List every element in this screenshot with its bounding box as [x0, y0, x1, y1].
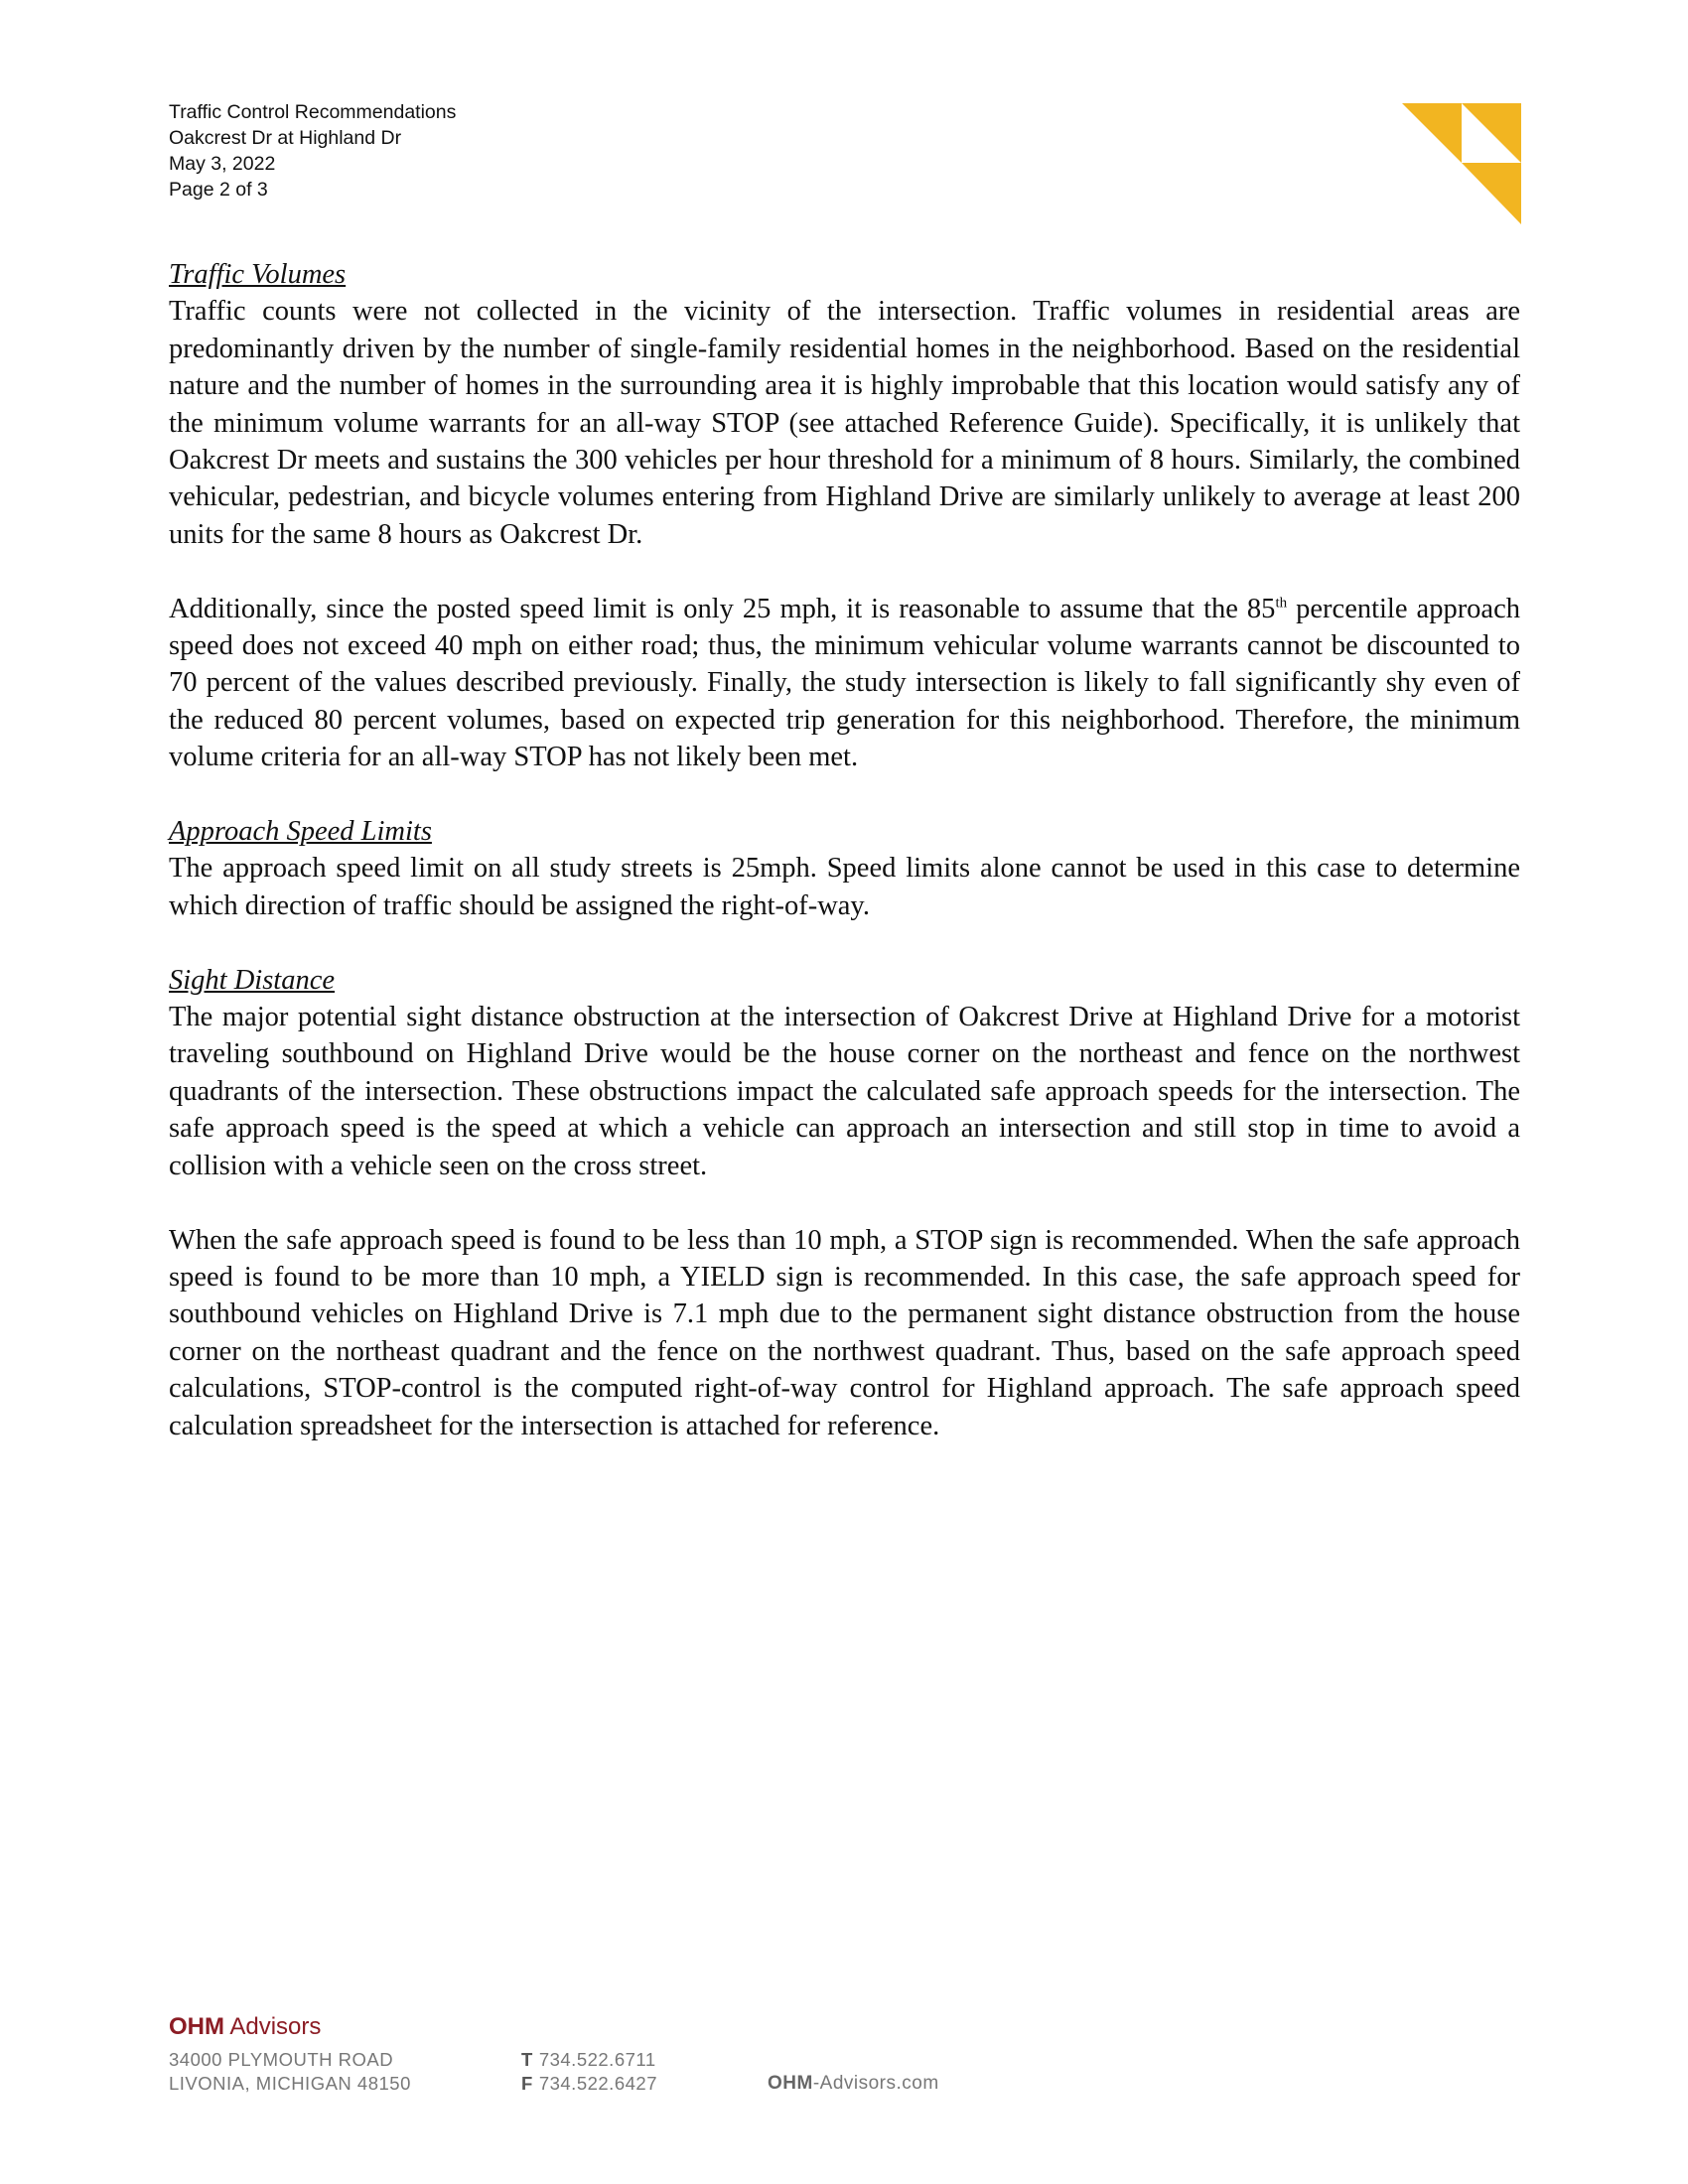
company-address — [169, 2048, 411, 2096]
phone-line — [521, 2048, 657, 2072]
header-location: Oakcrest Dr at Highland Dr — [169, 127, 402, 149]
company-contact — [521, 2048, 657, 2096]
fax-label: F — [521, 2073, 533, 2094]
section-heading: Traffic Volumes — [169, 259, 347, 290]
paragraph: Traffic counts were not collected in the vicinity of the intersection. Traffic volumes in residential areas are predominantly driven by the number of single-family residential homes in the neighborhood. Based on the residential nature and the number of homes in the surrounding area it is highly improbable that this location would satisfy any of the minimum volume warrants for an all-way STOP (see attached Reference Guide). Specifically, it is unlikely that Oakcrest Dr meets and sustains the 300 vehicles per hour threshold for a minimum of 8 hours. Similarly, the combined vehicular, pedestrian, and bicycle volumes entering from Highland Drive are similarly unlikely to average at least 200 units for the same 8 hours as Oakcrest Dr. — [169, 296, 1520, 550]
website-strong: OHM — [768, 2073, 813, 2094]
fax-line — [521, 2072, 657, 2096]
header-date: May 3, 2022 — [169, 153, 276, 175]
paragraph — [169, 591, 1520, 776]
address-line: 34000 PLYMOUTH ROAD — [169, 2049, 394, 2070]
header-title: Traffic Control Recommendations — [169, 101, 457, 123]
section-approach-speed-limits — [169, 813, 1520, 924]
ohm-triangles-logo-icon — [1402, 103, 1521, 224]
section-heading: Approach Speed Limits — [169, 816, 432, 848]
website-rest: -Advisors.com — [812, 2073, 939, 2094]
section-traffic-volumes — [169, 256, 1520, 776]
section-heading: Sight Distance — [169, 964, 336, 996]
paragraph: When the safe approach speed is found to be less than 10 mph, a STOP sign is recommended. When the safe approach speed is found to be more than 10 mph, a YIELD sign is recommended. In this case, the safe approach speed for southbound vehicles on Highland Drive is 7.1 mph due to the permanent sight distance obstruction from the house corner on the northeast quadrant and the fence on the northwest quadrant. Thus, based on the safe approach speed calculations, STOP-control is the computed right-of-way control for Highland approach. The safe approach speed calculation spreadsheet for the intersection is attached for reference. — [169, 1224, 1520, 1441]
phone-number: 734.522.6711 — [538, 2049, 656, 2070]
page-footer — [169, 2013, 939, 2094]
document-body — [169, 256, 1520, 1444]
page-header — [169, 99, 456, 203]
header-page-number: Page 2 of 3 — [169, 179, 268, 201]
paragraph-text: Additionally, since the posted speed limit is only 25 mph, it is reasonable to assume that the 85 — [169, 593, 1276, 624]
paragraph-text: percentile approach speed does not exceed 40 mph on either road; thus, the minimum vehicular volume warrants cannot be discounted to 70 percent of the values described previously. Finally, the study intersection is likely to fall significantly shy even of the reduced 80 percent volumes, based on expected trip generation for this neighborhood. Therefore, the minimum volume criteria for an all-way STOP has not likely been met. — [169, 593, 1520, 773]
brand-strong: OHM — [169, 2013, 224, 2040]
company-name — [169, 2013, 321, 2041]
superscript: th — [1275, 595, 1288, 612]
fax-number: 734.522.6427 — [538, 2073, 657, 2094]
website-link[interactable] — [768, 2072, 939, 2096]
paragraph: The approach speed limit on all study streets is 25mph. Speed limits alone cannot be used in this case to determine which direction of traffic should be assigned the right-of-way. — [169, 853, 1520, 921]
phone-label: T — [521, 2049, 533, 2070]
brand-light: Advisors — [224, 2013, 322, 2040]
address-line: LIVONIA, MICHIGAN 48150 — [169, 2073, 411, 2094]
section-sight-distance — [169, 962, 1520, 1444]
paragraph: The major potential sight distance obstruction at the intersection of Oakcrest Drive at Highland Drive for a motorist traveling southbound on Highland Drive would be the house corner on the northeast and fence on the northwest quadrants of the intersection. These obstructions impact the calculated safe approach speeds for the intersection. The safe approach speed is the speed at which a vehicle can approach an intersection and still stop in time to avoid a collision with a vehicle seen on the cross street. — [169, 1002, 1520, 1181]
